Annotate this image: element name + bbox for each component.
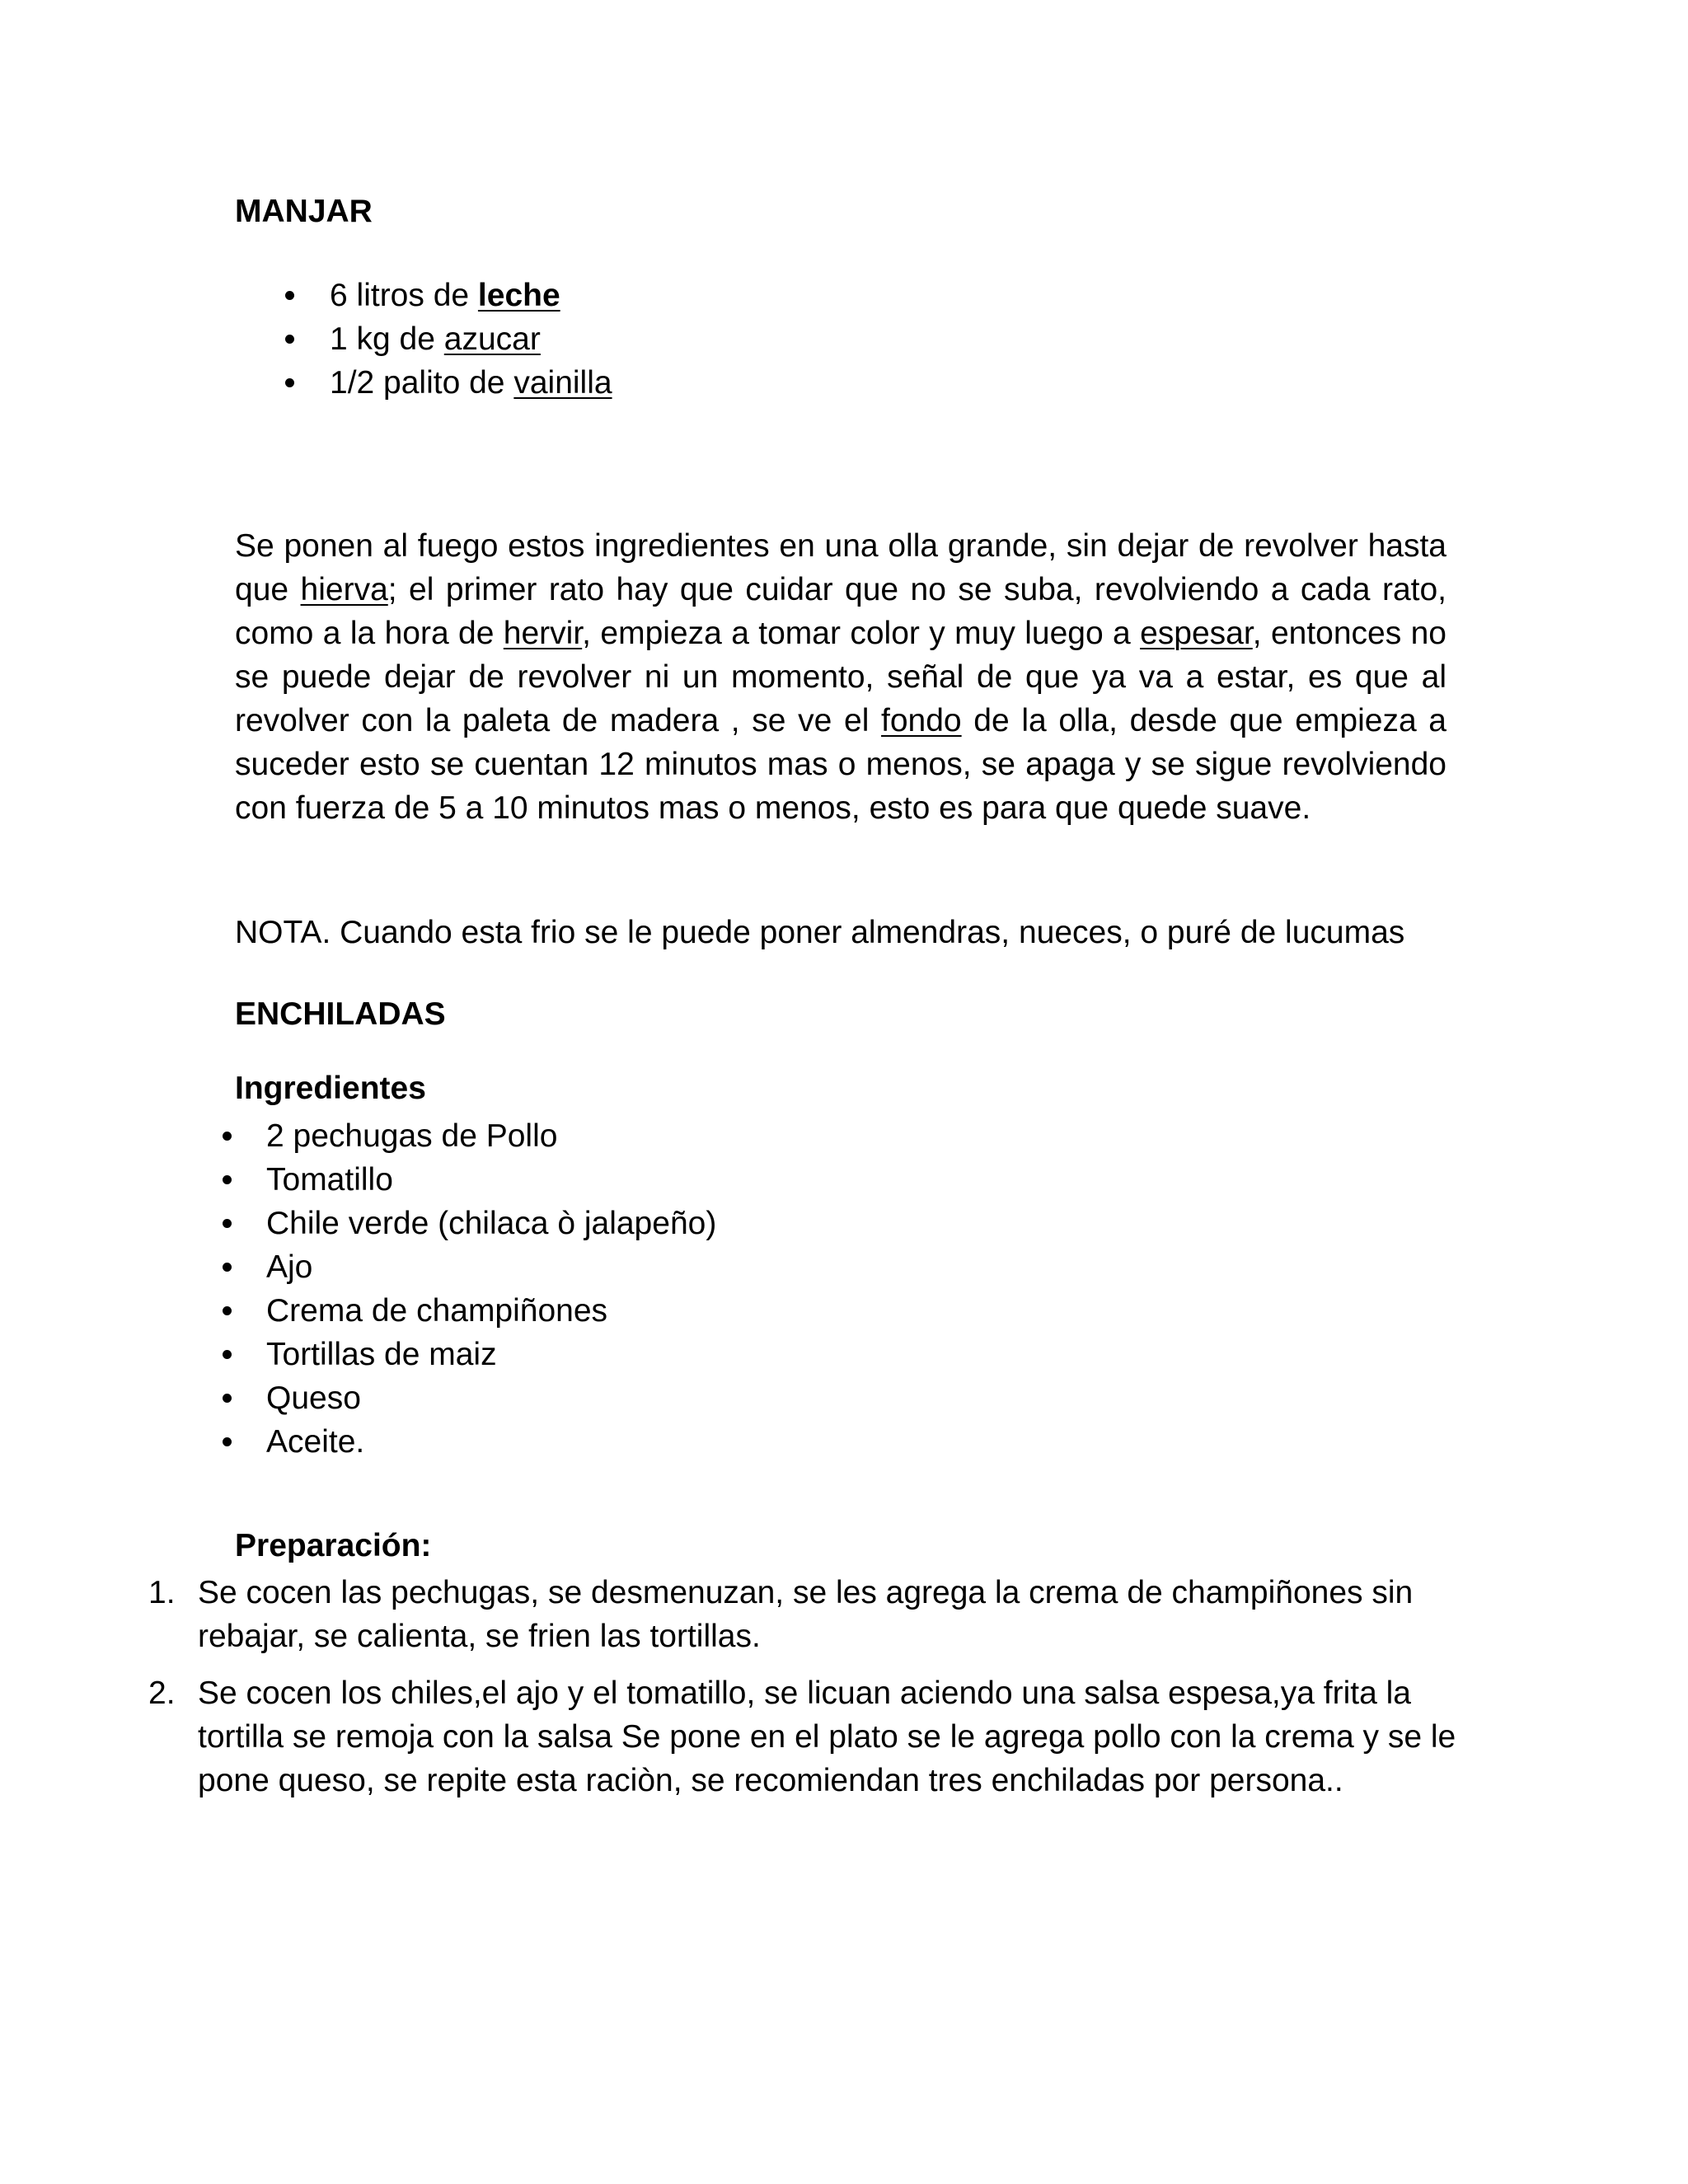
enchiladas-ingredients-list (266, 1114, 716, 1464)
list-item: Queso (266, 1376, 716, 1420)
bullet-icon (223, 1132, 232, 1141)
bullet-icon (223, 1175, 232, 1184)
list-item: Ajo (266, 1245, 716, 1289)
step-text: Se cocen los chiles,el ajo y el tomatillo, se licuan aciendo una salsa espesa,ya frita la tortilla se remoja con la salsa Se pone en el plato se le agrega pollo con la crema y se le pone queso, se repite esta raciòn, se recomiendan tres enchiladas por persona.. (198, 1675, 1456, 1798)
bullet-icon (223, 1219, 232, 1228)
list-item: 6 litros de leche (330, 274, 612, 317)
list-item: Tomatillo (266, 1158, 716, 1202)
term-hierva: hierva (300, 572, 388, 607)
bullet-icon (223, 1350, 232, 1359)
bullet-icon (223, 1306, 232, 1315)
manjar-note: NOTA. Cuando esta frio se le puede poner almendras, nueces, o puré de lucumas (235, 915, 1405, 950)
step-text: Se cocen las pechugas, se desmenuzan, se les agrega la crema de champiñones sin rebajar, se calienta, se frien las tortillas. (198, 1575, 1414, 1654)
list-item: 2 pechugas de Pollo (266, 1114, 716, 1158)
preparation-steps (148, 1571, 1459, 1802)
ingredient-azucar: azucar (443, 321, 541, 357)
list-item: Tortillas de maiz (266, 1333, 716, 1376)
ingredient-leche: leche (477, 278, 560, 313)
bullet-icon (285, 378, 294, 387)
term-fondo: fondo (881, 703, 962, 738)
list-item: 1/2 palito de vainilla (330, 361, 612, 405)
bullet-icon (223, 1263, 232, 1272)
step-number: 1. (148, 1575, 176, 1610)
manjar-ingredients-list (330, 274, 612, 405)
enchiladas-title: ENCHILADAS (235, 996, 446, 1032)
list-item (148, 1571, 1459, 1658)
list-item: 1 kg de azucar (330, 317, 612, 361)
bullet-icon (285, 335, 294, 344)
list-item: Chile verde (chilaca ò jalapeño) (266, 1202, 716, 1245)
list-item (148, 1671, 1459, 1802)
manjar-title: MANJAR (235, 194, 373, 229)
bullet-icon (223, 1394, 232, 1403)
list-item: Aceite. (266, 1420, 716, 1464)
ingredient-vainilla: vainilla (513, 365, 612, 401)
manjar-instructions: Se ponen al fuego estos ingredientes en una olla grande, sin dejar de revolver hasta que hierva; el primer rato hay que cuidar que no se suba, revolviendo a cada rato, como a la hora de hervir, empieza a tomar color y muy luego a espesar, entonces no se puede dejar de revolver ni un momento, señal de que ya va a estar, es que al revolver con la paleta de madera , se ve el fondo de la olla, desde que empieza a suceder esto se cuentan 12 minutos mas o menos, se apaga y se sigue revolviendo con fuerza de 5 a 10 minutos mas o menos, esto es para que quede suave. (235, 528, 1447, 826)
list-item: Crema de champiñones (266, 1289, 716, 1333)
bullet-icon (223, 1437, 232, 1446)
step-number: 2. (148, 1675, 176, 1711)
term-espesar: espesar (1140, 616, 1253, 651)
preparation-heading: Preparación: (235, 1528, 432, 1563)
bullet-icon (285, 291, 294, 300)
term-hervir: hervir (503, 616, 583, 651)
ingredients-heading: Ingredientes (235, 1071, 426, 1106)
